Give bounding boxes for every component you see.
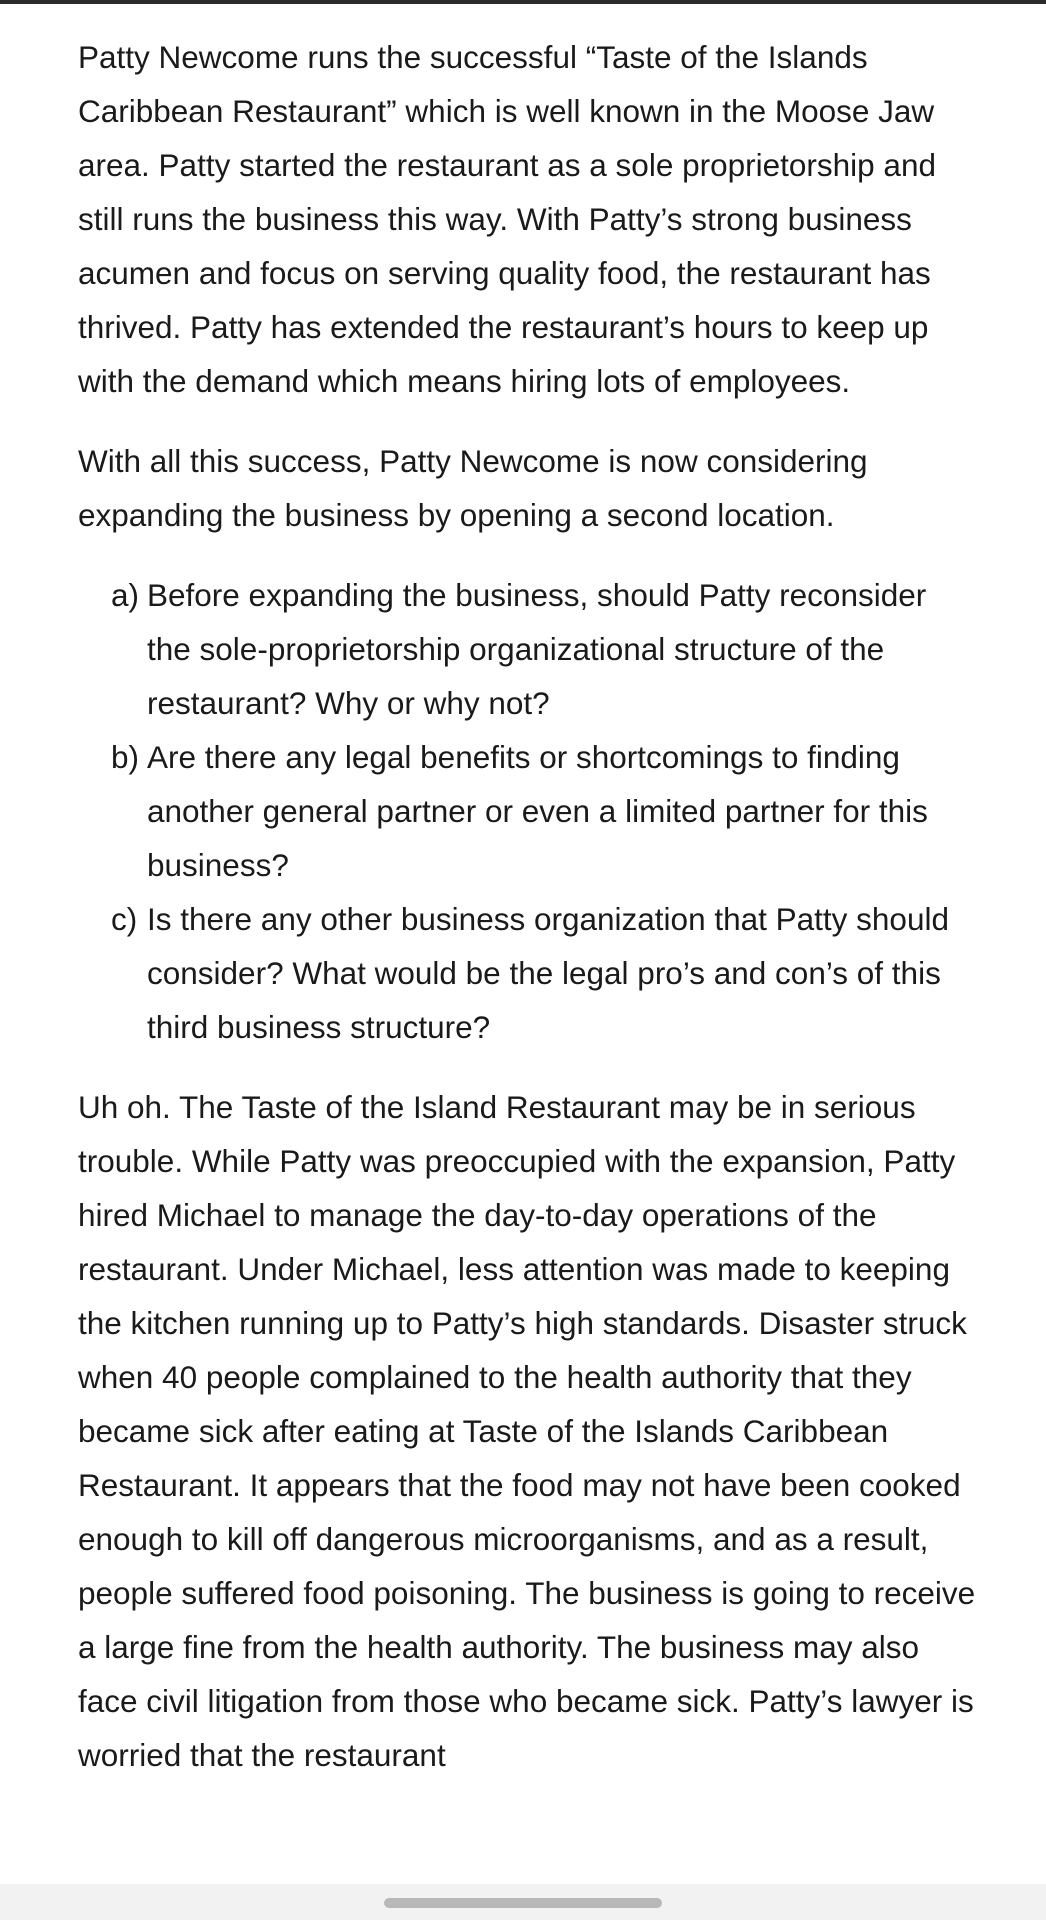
question-list xyxy=(78,568,978,1054)
paragraph-expansion: With all this success, Patty Newcome is now considering expanding the business by opening a second location. xyxy=(78,443,868,533)
question-marker: c) xyxy=(111,901,138,937)
question-item-a xyxy=(78,568,978,730)
question-marker: a) xyxy=(111,577,140,613)
question-text: Before expanding the business, should Patty reconsider the sole-proprietorship organizational structure of the restaurant? Why or why not? xyxy=(147,577,927,721)
paragraph-intro: Patty Newcome runs the successful “Taste of the Islands Caribbean Restaurant” which is well known in the Moose Jaw area. Patty started the restaurant as a sole proprietorship and still runs the business this way. With Patty’s strong business acumen and focus on serving quality food, the restaurant has thrived. Patty has extended the restaurant’s hours to keep up with the demand which means hiring lots of employees. xyxy=(78,39,936,399)
question-item-c xyxy=(78,892,978,1054)
question-text: Is there any other business organization that Patty should consider? What would be the legal pro’s and con’s of this third business structure? xyxy=(147,901,949,1045)
question-text: Are there any legal benefits or shortcomings to finding another general partner or even a limited partner for this business? xyxy=(147,739,928,883)
question-item-b xyxy=(78,730,978,892)
document-body xyxy=(78,30,978,1782)
home-indicator-handle[interactable] xyxy=(384,1898,662,1908)
paragraph-trouble: Uh oh. The Taste of the Island Restaurant may be in serious trouble. While Patty was preoccupied with the expansion, Patty hired Michael to manage the day-to-day operations of the restaurant. Under Michael, less attention was made to keeping the kitchen running up to Patty’s high standards. Disaster struck when 40 people complained to the health authority that they became sick after eating at Taste of the Islands Caribbean Restaurant. It appears that the food may not have been cooked enough to kill off dangerous microorganisms, and as a result, people suffered food poisoning. The business is going to receive a large fine from the health authority. The business may also face civil litigation from those who became sick. Patty’s lawyer is worried that the restaurant xyxy=(78,1089,976,1773)
top-edge-bar xyxy=(0,0,1046,4)
question-marker: b) xyxy=(111,739,140,775)
